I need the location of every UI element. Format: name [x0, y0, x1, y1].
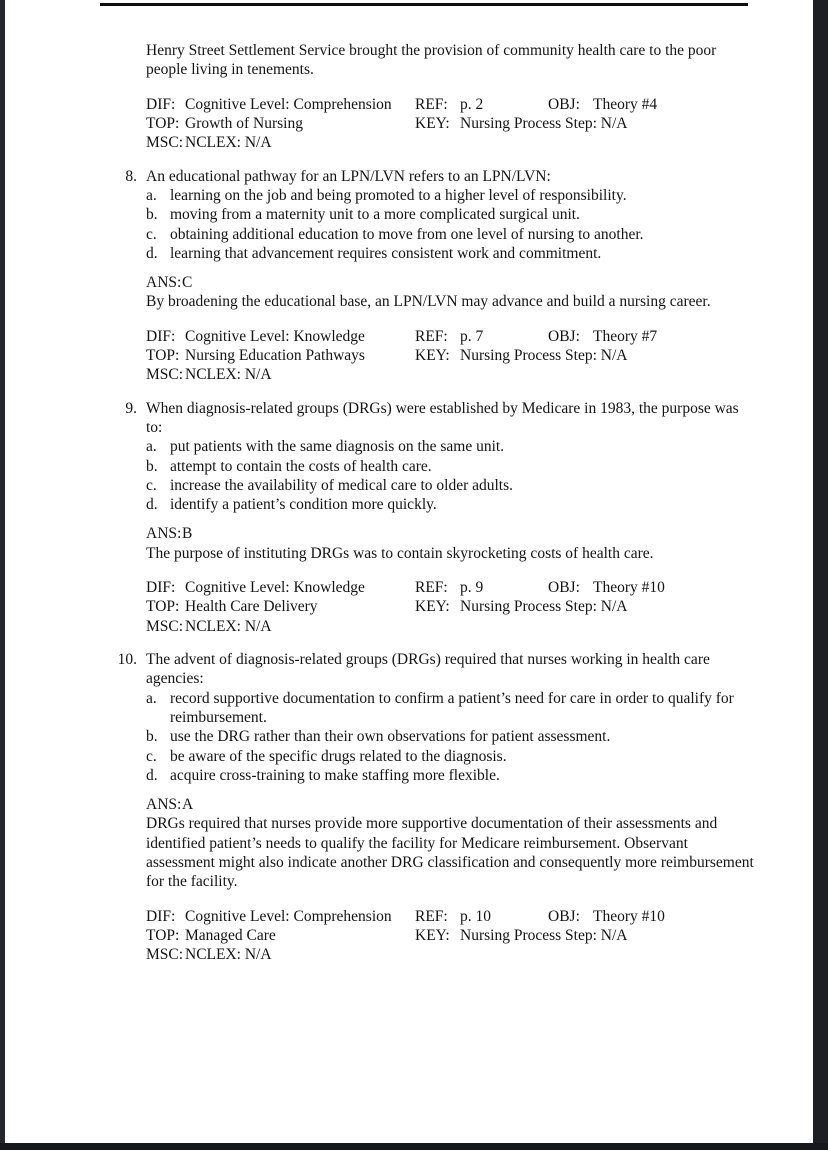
answer-rationale: The purpose of instituting DRGs was to contain skyrocketing costs of health care. [146, 544, 654, 562]
key-value: Nursing Process Step: N/A [460, 115, 628, 133]
key-label: KEY: [415, 598, 450, 616]
option-letter: d. [146, 496, 158, 514]
dif-label: DIF: [146, 95, 176, 113]
key-value: Nursing Process Step: N/A [460, 598, 628, 616]
option-text: increase the availability of medical care to older adults. [170, 477, 514, 495]
option-text: use the DRG rather than their own observations for patient assessment. [170, 728, 611, 746]
option-row [146, 225, 755, 244]
option-text: moving from a maternity unit to a more complicated surgical unit. [170, 206, 580, 224]
top-value: Health Care Delivery [185, 598, 318, 616]
option-letter: c. [146, 747, 157, 765]
option-text: identify a patient’s condition more quickly. [170, 496, 437, 514]
metadata-block [146, 578, 755, 636]
question-number: 9. [125, 399, 137, 417]
option-letter: a. [146, 438, 157, 456]
dif-label: DIF: [146, 327, 176, 345]
dif-value: Cognitive Level: Knowledge [185, 327, 365, 345]
options-list [146, 689, 755, 786]
msc-label: MSC: [146, 617, 184, 635]
metadata-row [146, 133, 755, 152]
option-text: record supportive documentation to confirm a patient’s need for care in order to qualify for reimbursement. [170, 689, 734, 726]
answer-rationale: By broadening the educational base, an LPN/LVN may advance and build a nursing career. [146, 293, 711, 311]
answer-label: ANS: [146, 525, 182, 543]
question-block-10 [117, 650, 755, 965]
metadata-row [146, 945, 755, 964]
option-row [146, 766, 755, 785]
ref-value: p. 2 [460, 95, 484, 113]
option-letter: b. [146, 728, 158, 746]
msc-value: NCLEX: N/A [185, 366, 272, 384]
option-letter: a. [146, 187, 157, 205]
options-list [146, 437, 755, 514]
answer-line [146, 524, 755, 543]
option-row [146, 495, 755, 514]
obj-label: OBJ: [548, 95, 580, 113]
intro-paragraph: Henry Street Settlement Service brought the provision of community health care to the poor people living in tenements. [146, 42, 717, 79]
metadata-row [146, 926, 755, 945]
answer-line [146, 273, 755, 292]
option-row [146, 244, 755, 263]
metadata-row [146, 617, 755, 636]
option-letter: a. [146, 689, 157, 707]
key-label: KEY: [415, 926, 450, 944]
key-value: Nursing Process Step: N/A [460, 926, 628, 944]
ref-label: REF: [415, 907, 448, 925]
question-number: 8. [125, 167, 137, 185]
msc-value: NCLEX: N/A [185, 617, 272, 635]
option-letter: b. [146, 457, 158, 475]
obj-label: OBJ: [548, 907, 580, 925]
metadata-row [146, 597, 755, 616]
answer-label: ANS: [146, 273, 182, 291]
obj-value: Theory #10 [593, 578, 665, 596]
ref-value: p. 10 [460, 907, 491, 925]
option-text: learning that advancement requires consistent work and commitment. [170, 245, 602, 263]
ref-label: REF: [415, 327, 448, 345]
obj-label: OBJ: [548, 578, 580, 596]
metadata-row [146, 95, 755, 114]
option-row [146, 457, 755, 476]
key-label: KEY: [415, 115, 450, 133]
dif-value: Cognitive Level: Comprehension [185, 907, 392, 925]
metadata-block [146, 907, 755, 965]
obj-value: Theory #10 [593, 907, 665, 925]
top-label: TOP: [146, 926, 180, 944]
metadata-block [146, 327, 755, 385]
option-row [146, 747, 755, 766]
msc-label: MSC: [146, 134, 184, 152]
ref-label: REF: [415, 578, 448, 596]
option-text: be aware of the specific drugs related to the diagnosis. [170, 747, 507, 765]
option-letter: c. [146, 225, 157, 243]
document-content [117, 41, 755, 965]
answer-value: A [182, 795, 194, 813]
question-block-9 [125, 399, 755, 636]
option-text: learning on the job and being promoted to a higher level of responsibility. [170, 187, 627, 205]
dif-value: Cognitive Level: Knowledge [185, 578, 365, 596]
top-value: Growth of Nursing [185, 115, 303, 133]
option-text: put patients with the same diagnosis on the same unit. [170, 438, 505, 456]
option-row [146, 727, 755, 746]
answer-value: B [182, 525, 193, 543]
option-text: obtaining additional education to move from one level of nursing to another. [170, 225, 644, 243]
page-edge-right [813, 0, 828, 1150]
key-value: Nursing Process Step: N/A [460, 346, 628, 364]
option-text: attempt to contain the costs of health care. [170, 457, 432, 475]
option-row [146, 186, 755, 205]
metadata-block [146, 95, 755, 153]
question-stem: When diagnosis-related groups (DRGs) were established by Medicare in 1983, the purpose was to: [146, 399, 739, 436]
ref-value: p. 7 [460, 327, 484, 345]
dif-label: DIF: [146, 907, 176, 925]
ref-label: REF: [415, 95, 448, 113]
option-letter: d. [146, 767, 158, 784]
metadata-row [146, 346, 755, 365]
answer-line [146, 795, 755, 814]
option-row [146, 689, 755, 728]
options-list [146, 186, 755, 263]
msc-value: NCLEX: N/A [185, 946, 272, 964]
top-label: TOP: [146, 115, 180, 133]
option-row [146, 437, 755, 456]
option-row [146, 476, 755, 495]
question-stem: An educational pathway for an LPN/LVN refers to an LPN/LVN: [146, 167, 551, 185]
metadata-row [146, 327, 755, 346]
page-top-rule [100, 3, 748, 6]
dif-value: Cognitive Level: Comprehension [185, 95, 392, 113]
top-value: Nursing Education Pathways [185, 346, 365, 364]
question-block-8 [125, 167, 755, 385]
option-row [146, 205, 755, 224]
page-edge-bottom [0, 1143, 828, 1150]
option-letter: d. [146, 245, 158, 263]
answer-value: C [182, 273, 193, 291]
msc-label: MSC: [146, 946, 184, 964]
obj-value: Theory #4 [593, 95, 658, 113]
msc-value: NCLEX: N/A [185, 134, 272, 152]
metadata-row [146, 114, 755, 133]
top-label: TOP: [146, 346, 180, 364]
key-label: KEY: [415, 346, 450, 364]
option-letter: b. [146, 206, 158, 224]
answer-rationale: DRGs required that nurses provide more supportive documentation of their assessments and identified patient’s needs to qualify the facility for Medicare reimbursement. Observant assessment might also indicate another DRG classification and consequently more reimbursement for the facility. [146, 815, 754, 891]
option-letter: c. [146, 477, 157, 495]
metadata-row [146, 907, 755, 926]
answer-label: ANS: [146, 795, 182, 813]
dif-label: DIF: [146, 578, 176, 596]
page-edge-left [0, 0, 5, 1150]
question-stem: The advent of diagnosis-related groups (DRGs) required that nurses working in health care agencies: [146, 650, 710, 688]
obj-value: Theory #7 [593, 327, 658, 345]
question-number: 10. [117, 650, 137, 668]
option-text: acquire cross-training to make staffing more flexible. [170, 767, 500, 784]
obj-label: OBJ: [548, 327, 580, 345]
metadata-row [146, 578, 755, 597]
ref-value: p. 9 [460, 578, 484, 596]
metadata-row [146, 365, 755, 384]
top-label: TOP: [146, 598, 180, 616]
msc-label: MSC: [146, 366, 184, 384]
top-value: Managed Care [185, 926, 276, 944]
